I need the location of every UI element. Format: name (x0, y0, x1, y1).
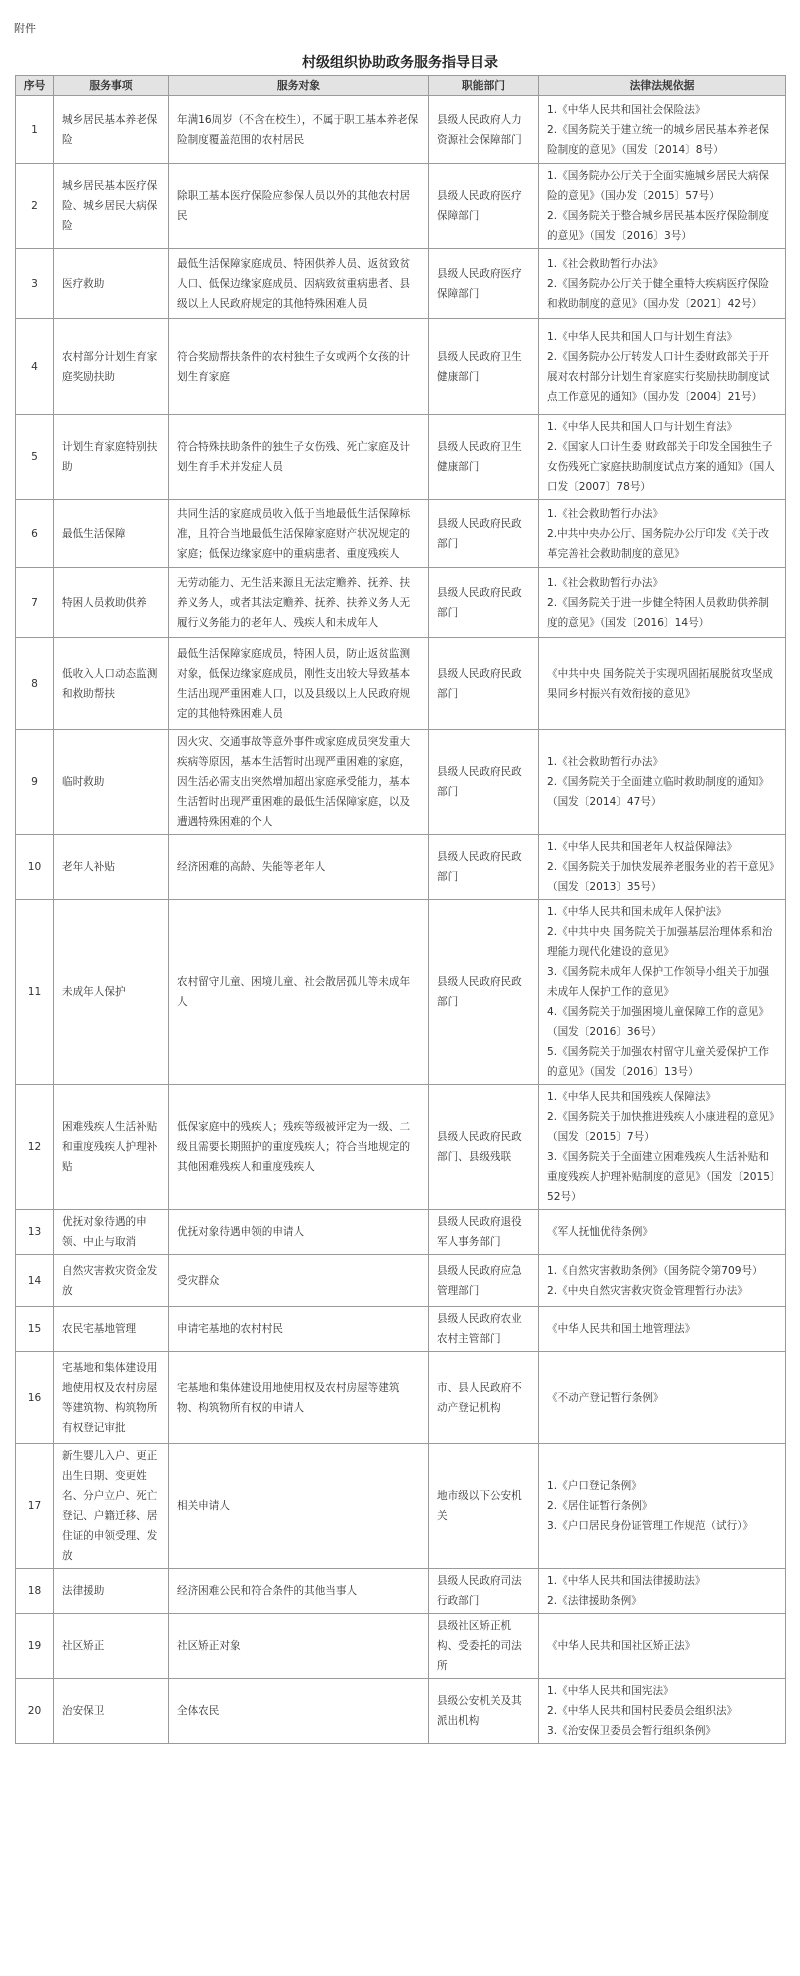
table-body (16, 96, 786, 1744)
service-item-cell: 治安保卫 (54, 1679, 169, 1744)
legal-basis-line: 1.《社会救助暂行办法》 (547, 257, 664, 270)
legal-basis-line: 《军人抚恤优待条例》 (547, 1226, 653, 1238)
legal-basis-cell (539, 1569, 786, 1614)
department-cell: 县级人民政府民政部门 (429, 835, 539, 900)
legal-basis-line: 2.《国务院关于建立统一的城乡居民基本养老保险制度的意见》（国发〔2014〕8号） (547, 123, 769, 156)
legal-basis-line: 3.《国务院关于全面建立困难残疾人生活补贴和重度残疾人护理补贴制度的意见》（国发〔2015〕52号） (547, 1151, 776, 1203)
row-number-cell: 16 (16, 1352, 54, 1444)
row-number-cell: 10 (16, 835, 54, 900)
service-item-cell: 计划生育家庭特别扶助 (54, 415, 169, 500)
legal-basis-line: 《中华人民共和国土地管理法》 (547, 1323, 696, 1335)
legal-basis-cell (539, 500, 786, 568)
department-cell: 县级人民政府应急管理部门 (429, 1255, 539, 1307)
service-target-cell: 低保家庭中的残疾人；残疾等级被评定为一级、二级且需要长期照护的重度残疾人；符合当地规定的其他困难残疾人和重度残疾人 (169, 1085, 429, 1210)
department-cell: 县级人民政府民政部门 (429, 638, 539, 730)
service-target-cell: 优抚对象待遇申领的申请人 (169, 1210, 429, 1255)
table-row (16, 1085, 786, 1210)
legal-basis-cell (539, 249, 786, 319)
department-cell: 县级人民政府医疗保障部门 (429, 164, 539, 249)
row-number-cell: 19 (16, 1614, 54, 1679)
column-header-dept: 职能部门 (429, 76, 539, 96)
legal-basis-cell (539, 638, 786, 730)
column-header-target: 服务对象 (169, 76, 429, 96)
service-item-cell: 新生婴儿入户、更正出生日期、变更姓名、分户立户、死亡登记、户籍迁移、居住证的申领受理、发放 (54, 1444, 169, 1569)
legal-basis-line: 1.《社会救助暂行办法》 (547, 576, 664, 589)
legal-basis-cell (539, 415, 786, 500)
legal-basis-cell (539, 1679, 786, 1744)
row-number-cell: 8 (16, 638, 54, 730)
service-target-cell: 受灾群众 (169, 1255, 429, 1307)
legal-basis-line: 2.《国务院办公厅关于健全重特大疾病医疗保险和救助制度的意见》（国办发〔2021〕42号） (547, 277, 769, 310)
row-number-cell: 7 (16, 568, 54, 638)
legal-basis-line: 《中华人民共和国社区矫正法》 (547, 1640, 696, 1652)
column-header-laws: 法律法规依据 (539, 76, 786, 96)
service-item-cell: 优抚对象待遇的申领、中止与取消 (54, 1210, 169, 1255)
legal-basis-cell (539, 730, 786, 835)
row-number-cell: 4 (16, 319, 54, 415)
legal-basis-cell (539, 1614, 786, 1679)
legal-basis-line: 1.《中华人民共和国人口与计划生育法》 (547, 330, 738, 343)
table-header-row (16, 76, 786, 96)
legal-basis-cell (539, 1444, 786, 1569)
legal-basis-line: 《中共中央 国务院关于实现巩固拓展脱贫攻坚成果同乡村振兴有效衔接的意见》 (547, 667, 773, 700)
service-target-cell: 经济困难的高龄、失能等老年人 (169, 835, 429, 900)
legal-basis-line: 3.《户口居民身份证管理工作规范（试行）》 (547, 1520, 754, 1532)
service-item-cell: 低收入人口动态监测和救助帮扶 (54, 638, 169, 730)
legal-basis-cell (539, 835, 786, 900)
legal-basis-line: 1.《中华人民共和国人口与计划生育法》 (547, 421, 738, 433)
service-target-cell: 年满16周岁（不含在校生），不属于职工基本养老保险制度覆盖范围的农村居民 (169, 96, 429, 164)
table-row (16, 164, 786, 249)
row-number-cell: 17 (16, 1444, 54, 1569)
legal-basis-line: 1.《社会救助暂行办法》 (547, 507, 664, 520)
department-cell: 县级社区矫正机构、受委托的司法所 (429, 1614, 539, 1679)
legal-basis-line: 3.《国务院未成年人保护工作领导小组关于加强未成年人保护工作的意见》 (547, 966, 769, 998)
department-cell: 县级人民政府卫生健康部门 (429, 319, 539, 415)
department-cell: 县级人民政府司法行政部门 (429, 1569, 539, 1614)
legal-basis-line: 2.《国务院关于加快推进残疾人小康进程的意见》（国发〔2015〕7号） (547, 1111, 775, 1143)
legal-basis-cell (539, 568, 786, 638)
legal-basis-cell (539, 1352, 786, 1444)
department-cell: 县级人民政府民政部门 (429, 730, 539, 835)
legal-basis-line: 2.《中央自然灾害救灾资金管理暂行办法》 (547, 1284, 748, 1297)
table-row (16, 249, 786, 319)
attachment-label: 附件 (14, 22, 36, 35)
row-number-cell: 18 (16, 1569, 54, 1614)
service-target-cell: 申请宅基地的农村村民 (169, 1307, 429, 1352)
service-target-cell: 无劳动能力、无生活来源且无法定赡养、抚养、扶养义务人，或者其法定赡养、抚养、扶养义务人无履行义务能力的老年人、残疾人和未成年人 (169, 568, 429, 638)
legal-basis-cell (539, 1085, 786, 1210)
legal-basis-line: 1.《中华人民共和国老年人权益保障法》 (547, 841, 738, 853)
table-row (16, 319, 786, 415)
department-cell: 县级人民政府农业农村主管部门 (429, 1307, 539, 1352)
table-row (16, 1614, 786, 1679)
table-row (16, 1444, 786, 1569)
service-item-cell: 宅基地和集体建设用地使用权及农村房屋等建筑物、构筑物所有权登记审批 (54, 1352, 169, 1444)
legal-basis-cell (539, 1210, 786, 1255)
legal-basis-cell (539, 1255, 786, 1307)
table-row (16, 96, 786, 164)
row-number-cell: 6 (16, 500, 54, 568)
legal-basis-line: 4.《国务院关于加强困境儿童保障工作的意见》（国发〔2016〕36号） (547, 1006, 769, 1038)
legal-basis-line: 2.《中共中央 国务院关于加强基层治理体系和治理能力现代化建设的意见》 (547, 926, 773, 958)
table-row (16, 415, 786, 500)
service-item-cell: 自然灾害救灾资金发放 (54, 1255, 169, 1307)
table-row (16, 835, 786, 900)
service-target-cell: 除职工基本医疗保险应参保人员以外的其他农村居民 (169, 164, 429, 249)
service-target-cell: 相关申请人 (169, 1444, 429, 1569)
service-catalog-table (15, 75, 786, 1744)
table-row (16, 1569, 786, 1614)
service-item-cell: 社区矫正 (54, 1614, 169, 1679)
row-number-cell: 3 (16, 249, 54, 319)
table-row (16, 500, 786, 568)
service-target-cell: 共同生活的家庭成员收入低于当地最低生活保障标准，且符合当地最低生活保障家庭财产状况规定的家庭；低保边缘家庭中的重病患者、重度残疾人 (169, 500, 429, 568)
legal-basis-line: 1.《中华人民共和国法律援助法》 (547, 1575, 706, 1587)
service-item-cell: 农民宅基地管理 (54, 1307, 169, 1352)
table-row (16, 730, 786, 835)
legal-basis-cell (539, 900, 786, 1085)
service-item-cell: 城乡居民基本医疗保险、城乡居民大病保险 (54, 164, 169, 249)
row-number-cell: 15 (16, 1307, 54, 1352)
row-number-cell: 5 (16, 415, 54, 500)
table-row (16, 568, 786, 638)
department-cell: 县级人民政府民政部门 (429, 900, 539, 1085)
page-title: 村级组织协助政务服务指导目录 (302, 55, 498, 71)
legal-basis-line: 1.《自然灾害救助条例》（国务院令第709号） (547, 1264, 763, 1277)
department-cell: 市、县人民政府不动产登记机构 (429, 1352, 539, 1444)
department-cell: 县级人民政府民政部门 (429, 568, 539, 638)
row-number-cell: 11 (16, 900, 54, 1085)
service-item-cell: 农村部分计划生育家庭奖励扶助 (54, 319, 169, 415)
service-item-cell: 医疗救助 (54, 249, 169, 319)
table-row (16, 638, 786, 730)
department-cell: 县级人民政府医疗保障部门 (429, 249, 539, 319)
legal-basis-line: 2.《国务院关于整合城乡居民基本医疗保险制度的意见》（国发〔2016〕3号） (547, 210, 769, 242)
row-number-cell: 12 (16, 1085, 54, 1210)
column-header-no: 序号 (16, 76, 54, 96)
service-item-cell: 城乡居民基本养老保险 (54, 96, 169, 164)
department-cell: 县级人民政府人力资源社会保障部门 (429, 96, 539, 164)
service-target-cell: 最低生活保障家庭成员，特困人员，防止返贫监测对象，低保边缘家庭成员，刚性支出较大导致基本生活出现严重困难人口，以及县级以上人民政府规定的其他特殊困难人员 (169, 638, 429, 730)
row-number-cell: 20 (16, 1679, 54, 1744)
department-cell: 县级人民政府民政部门、县级残联 (429, 1085, 539, 1210)
department-cell: 县级人民政府民政部门 (429, 500, 539, 568)
legal-basis-line: 5.《国务院关于加强农村留守儿童关爱保护工作的意见》（国发〔2016〕13号） (547, 1046, 769, 1078)
legal-basis-line: 1.《中华人民共和国宪法》 (547, 1685, 674, 1697)
service-target-cell: 社区矫正对象 (169, 1614, 429, 1679)
table-row (16, 1307, 786, 1352)
table-row (16, 1255, 786, 1307)
legal-basis-line: 2.《国务院关于进一步健全特困人员救助供养制度的意见》（国发〔2016〕14号） (547, 596, 769, 629)
table-row (16, 1352, 786, 1444)
row-number-cell: 2 (16, 164, 54, 249)
legal-basis-line: 2.《国务院关于加快发展养老服务业的若干意见》（国发〔2013〕35号） (547, 861, 775, 893)
service-target-cell: 全体农民 (169, 1679, 429, 1744)
legal-basis-line: 1.《国务院办公厅关于全面实施城乡居民大病保险的意见》（国办发〔2015〕57号） (547, 170, 769, 202)
service-target-cell: 最低生活保障家庭成员、特困供养人员、返贫致贫人口、低保边缘家庭成员、因病致贫重病患者、县级以上人民政府规定的其他特殊困难人员 (169, 249, 429, 319)
row-number-cell: 14 (16, 1255, 54, 1307)
service-item-cell: 老年人补贴 (54, 835, 169, 900)
service-target-cell: 符合奖励帮扶条件的农村独生子女或两个女孩的计划生育家庭 (169, 319, 429, 415)
table-row (16, 1679, 786, 1744)
service-item-cell: 最低生活保障 (54, 500, 169, 568)
row-number-cell: 9 (16, 730, 54, 835)
legal-basis-line: 1.《社会救助暂行办法》 (547, 756, 664, 768)
service-target-cell: 经济困难公民和符合条件的其他当事人 (169, 1569, 429, 1614)
department-cell: 县级公安机关及其派出机构 (429, 1679, 539, 1744)
service-item-cell: 临时救助 (54, 730, 169, 835)
service-target-cell: 宅基地和集体建设用地使用权及农村房屋等建筑物、构筑物所有权的申请人 (169, 1352, 429, 1444)
legal-basis-line: 2.《法律援助条例》 (547, 1595, 642, 1607)
legal-basis-cell (539, 96, 786, 164)
legal-basis-line: 1.《中华人民共和国残疾人保障法》 (547, 1091, 717, 1103)
legal-basis-cell (539, 164, 786, 249)
department-cell: 县级人民政府卫生健康部门 (429, 415, 539, 500)
service-item-cell: 未成年人保护 (54, 900, 169, 1085)
legal-basis-line: 2.《居住证暂行条例》 (547, 1500, 653, 1512)
column-header-item: 服务事项 (54, 76, 169, 96)
legal-basis-cell (539, 319, 786, 415)
row-number-cell: 1 (16, 96, 54, 164)
legal-basis-line: 《不动产登记暂行条例》 (547, 1391, 664, 1404)
service-item-cell: 特困人员救助供养 (54, 568, 169, 638)
service-item-cell: 法律援助 (54, 1569, 169, 1614)
service-item-cell: 困难残疾人生活补贴和重度残疾人护理补贴 (54, 1085, 169, 1210)
service-target-cell: 符合特殊扶助条件的独生子女伤残、死亡家庭及计划生育手术并发症人员 (169, 415, 429, 500)
service-target-cell: 农村留守儿童、困境儿童、社会散居孤儿等未成年人 (169, 900, 429, 1085)
legal-basis-line: 1.《户口登记条例》 (547, 1480, 642, 1492)
legal-basis-cell (539, 1307, 786, 1352)
legal-basis-line: 1.《中华人民共和国社会保险法》 (547, 103, 706, 116)
row-number-cell: 13 (16, 1210, 54, 1255)
department-cell: 地市级以下公安机关 (429, 1444, 539, 1569)
service-target-cell: 因火灾、交通事故等意外事件或家庭成员突发重大疾病等原因，基本生活暂时出现严重困难的家庭，因生活必需支出突然增加超出家庭承受能力，基本生活暂时出现严重困难的最低生活保障家庭，以及遭遇特殊困难的个人 (169, 730, 429, 835)
legal-basis-line: 2.中共中央办公厅、国务院办公厅印发《关于改革完善社会救助制度的意见》 (547, 527, 769, 560)
table-row (16, 900, 786, 1085)
legal-basis-line: 2.《国家人口计生委 财政部关于印发全国独生子女伤残死亡家庭扶助制度试点方案的通知》（国人口发〔2007〕78号） (547, 441, 775, 493)
legal-basis-line: 2.《国务院办公厅转发人口计生委财政部关于开展对农村部分计划生育家庭实行奖励扶助制度试点工作意见的通知》（国办发〔2004〕21号） (547, 350, 770, 403)
department-cell: 县级人民政府退役军人事务部门 (429, 1210, 539, 1255)
legal-basis-line: 2.《国务院关于全面建立临时救助制度的通知》（国发〔2014〕47号） (547, 776, 769, 808)
legal-basis-line: 3.《治安保卫委员会暂行组织条例》 (547, 1725, 717, 1737)
table-row (16, 1210, 786, 1255)
legal-basis-line: 2.《中华人民共和国村民委员会组织法》 (547, 1705, 738, 1717)
legal-basis-line: 1.《中华人民共和国未成年人保护法》 (547, 906, 727, 918)
